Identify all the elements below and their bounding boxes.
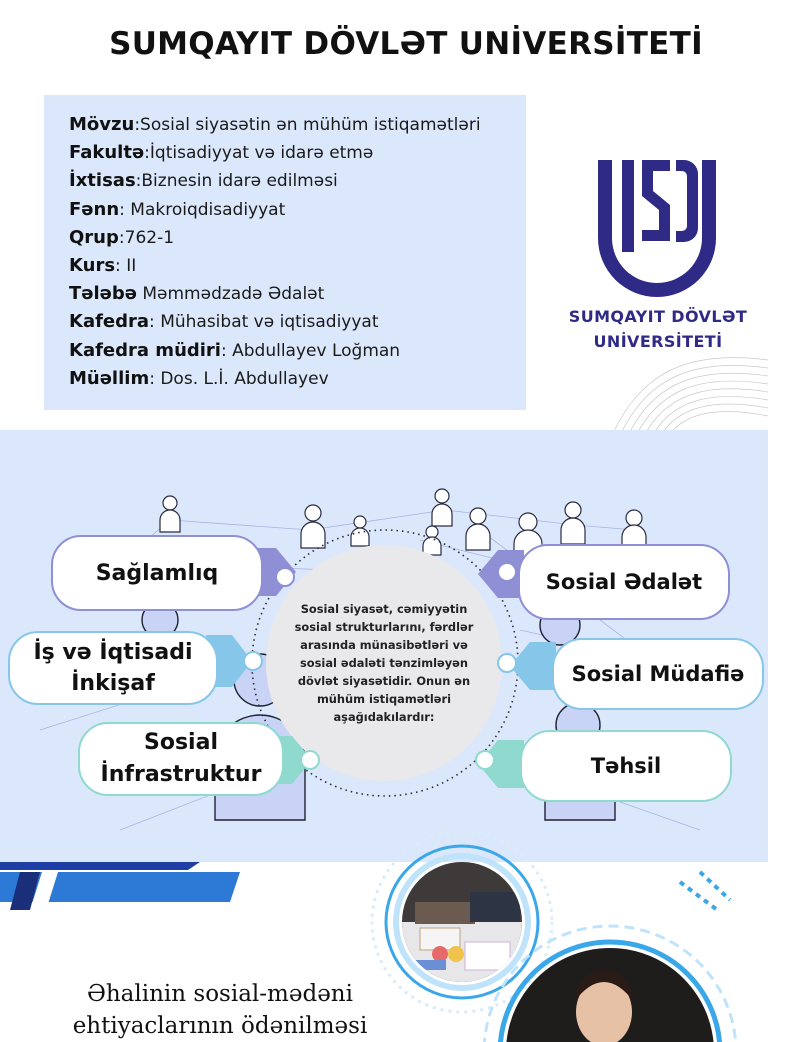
topic-sosial-edalet: Sosial Ədalət: [518, 544, 730, 620]
center-definition-text: Sosial siyasət, cəmiyyətin sosial strukturlarını, fərdlər arasında münasibətləri və sosial ədaləti tənzimləyən dövlət siyasətidir. Onun ən mühüm istiqamətləri aşağıdakılardır:: [294, 602, 474, 724]
topic-saglamliq: Sağlamlıq: [51, 535, 263, 611]
logo-text-line1: SUMQAYIT DÖVLƏT: [568, 307, 748, 326]
info-box: [44, 95, 526, 410]
info-line-movzu: Mövzu:Sosial siyasətin ən mühüm istiqamətləri: [69, 114, 481, 135]
info-line-telebe: Tələbə Məmmədzadə Ədalət: [69, 283, 325, 305]
info-line-fakulte: Fakultə:İqtisadiyyat və idarə etmə: [69, 142, 374, 164]
info-line-kafedra: Kafedra: Mühasibat və iqtisadiyyat: [69, 311, 379, 333]
topic-sosial-infrastruktur: Sosial İnfrastruktur: [78, 722, 284, 796]
page-title: SUMQAYIT DÖVLƏT UNİVERSİTETİ: [109, 26, 703, 62]
bottom-heading-line2: ehtiyaclarının ödənilməsi: [72, 1013, 368, 1039]
bottom-heading-line1: Əhalinin sosial-mədəni: [87, 981, 353, 1007]
info-line-fenn: Fənn: Makroiqdisadiyyat: [69, 198, 286, 220]
topic-is-ve-iqtisadi-inkisaf: İş və İqtisadi İnkişaf: [8, 631, 218, 705]
info-line-kurs: Kurs: II: [69, 255, 137, 277]
topic-sosial-mudafie: Sosial Müdafiə: [552, 638, 764, 710]
info-line-kafedra-mudiri: Kafedra müdiri: Abdullayev Loğman: [69, 339, 401, 361]
infographic-panel: [0, 430, 768, 862]
info-line-muellim: Müəllim: Dos. L.İ. Abdullayev: [69, 367, 329, 389]
university-logo-icon: [562, 142, 752, 302]
topic-tehsil: Təhsil: [520, 730, 732, 802]
center-definition-circle: [266, 545, 502, 781]
bottom-heading: [0, 978, 440, 1042]
logo-text-line2: UNİVERSİTETİ: [593, 332, 723, 351]
info-line-qrup: Qrup:762-1: [69, 226, 175, 248]
info-line-ixtisas: İxtisas:Biznesin idarə edilməsi: [69, 170, 338, 192]
